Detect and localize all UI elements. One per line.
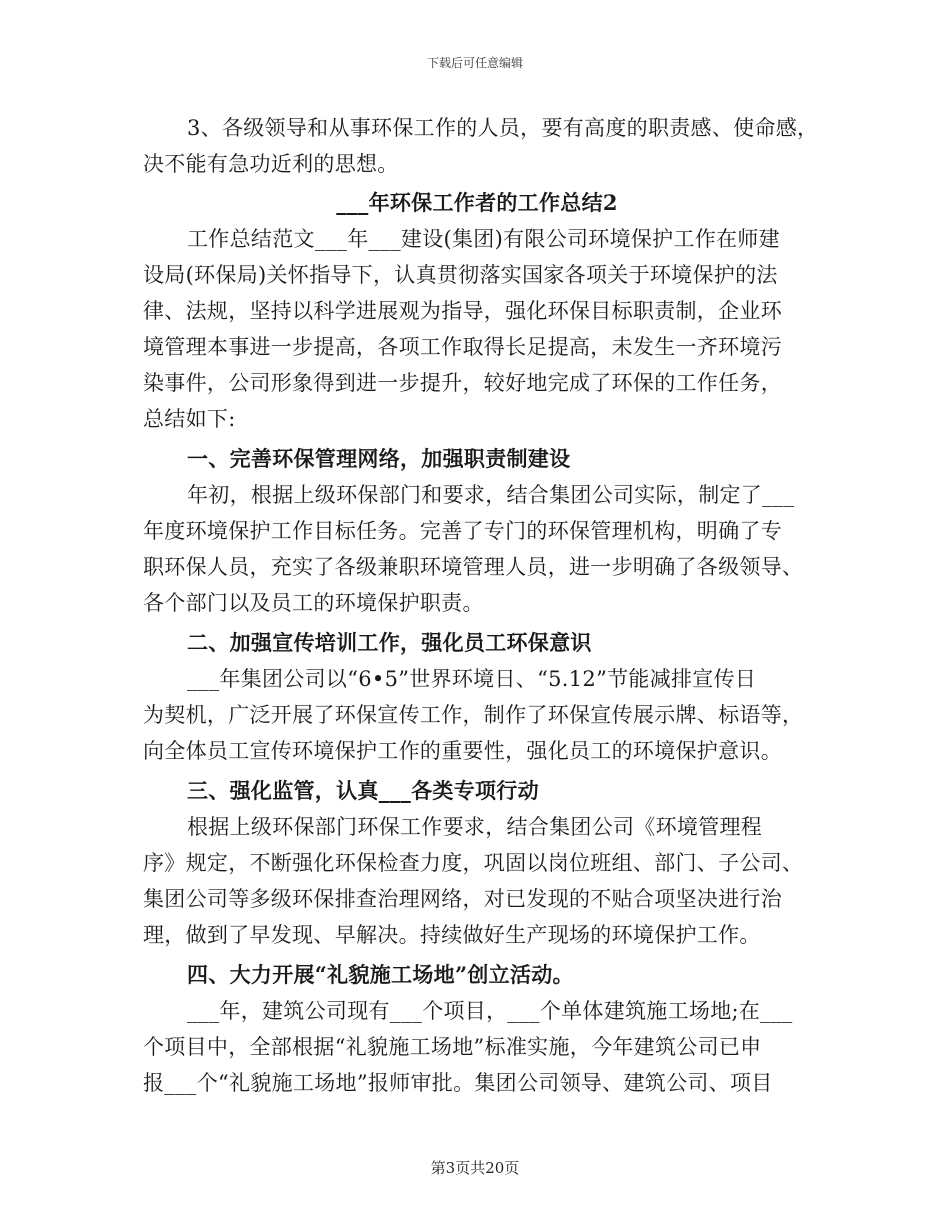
section-heading: 四、大力开展“礼貌施工场地”创立活动。 bbox=[187, 962, 574, 987]
paragraph-line: ___年集团公司以“6•5”世界环境日、“5.12”节能减排宣传日 bbox=[187, 667, 757, 691]
paragraph-line: 各个部门以及员工的环境保护职责。 bbox=[143, 591, 484, 615]
paragraph-line: 职环保人员，充实了各级兼职环境管理人员，进一步明确了各级领导、 bbox=[143, 555, 804, 579]
paragraph-line: 境管理本事进一步提高，各项工作取得长足提高，未发生一齐环境污 bbox=[143, 335, 782, 359]
paragraph-line: 年初，根据上级环保部门和要求，结合集团公司实际，制定了___ bbox=[187, 483, 795, 507]
paragraph-line: 工作总结范文___年___建设(集团)有限公司环境保护工作在师建 bbox=[187, 227, 780, 251]
page-header: 下载后可任意编辑 bbox=[426, 56, 523, 70]
section-title: ___年环保工作者的工作总结2 bbox=[336, 190, 618, 215]
paragraph-line: 集团公司等多级环保排查治理网络，对已发现的不贴合项坚决进行治 bbox=[143, 887, 782, 911]
paragraph-line: 为契机，广泛开展了环保宣传工作，制作了环保宣传展示牌、标语等， bbox=[143, 703, 804, 727]
paragraph-line: 年度环境保护工作目标任务。完善了专门的环保管理机构，明确了专 bbox=[143, 519, 782, 543]
paragraph-line: 序》规定，不断强化环保检查力度，巩固以岗位班组、部门、子公司、 bbox=[143, 851, 804, 875]
paragraph-line: 决不能有急功近利的思想。 bbox=[143, 152, 399, 176]
paragraph-line: 3、各级领导和从事环保工作的人员，要有高度的职责感、使命感， bbox=[187, 116, 819, 140]
paragraph-line: 总结如下: bbox=[143, 407, 236, 431]
document-body bbox=[143, 110, 819, 1101]
section-heading: 一、完善环保管理网络，加强职责制建设 bbox=[187, 446, 571, 471]
paragraph-line: 向全体员工宣传环境保护工作的重要性，强化员工的环境保护意识。 bbox=[143, 739, 782, 763]
paragraph-line: 染事件，公司形象得到进一步提升，较好地完成了环保的工作任务， bbox=[143, 371, 782, 395]
paragraph-line: 设局(环保局)关怀指导下，认真贯彻落实国家各项关于环境保护的法 bbox=[143, 263, 778, 287]
section-heading: 二、加强宣传培训工作，强化员工环保意识 bbox=[187, 630, 592, 655]
paragraph-line: 个项目中，全部根据“礼貌施工场地”标准实施，今年建筑公司已申 bbox=[143, 1035, 762, 1059]
paragraph-line: 理，做到了早发现、早解决。持续做好生产现场的环境保护工作。 bbox=[143, 923, 761, 947]
page-footer: 第3页共20页 bbox=[430, 1159, 520, 1177]
paragraph-line: 根据上级环保部门环保工作要求，结合集团公司《环境管理程 bbox=[187, 815, 763, 839]
paragraph-line: 律、法规，坚持以科学进展观为指导，强化环保目标职责制，企业环 bbox=[143, 299, 782, 323]
section-heading: 三、强化监管，认真___各类专项行动 bbox=[187, 778, 539, 803]
paragraph-line: ___年，建筑公司现有___个项目，___个单体建筑施工场地;在___ bbox=[187, 999, 793, 1023]
paragraph-line: 报___个“礼貌施工场地”报师审批。集团公司领导、建筑公司、项目 bbox=[143, 1071, 773, 1095]
